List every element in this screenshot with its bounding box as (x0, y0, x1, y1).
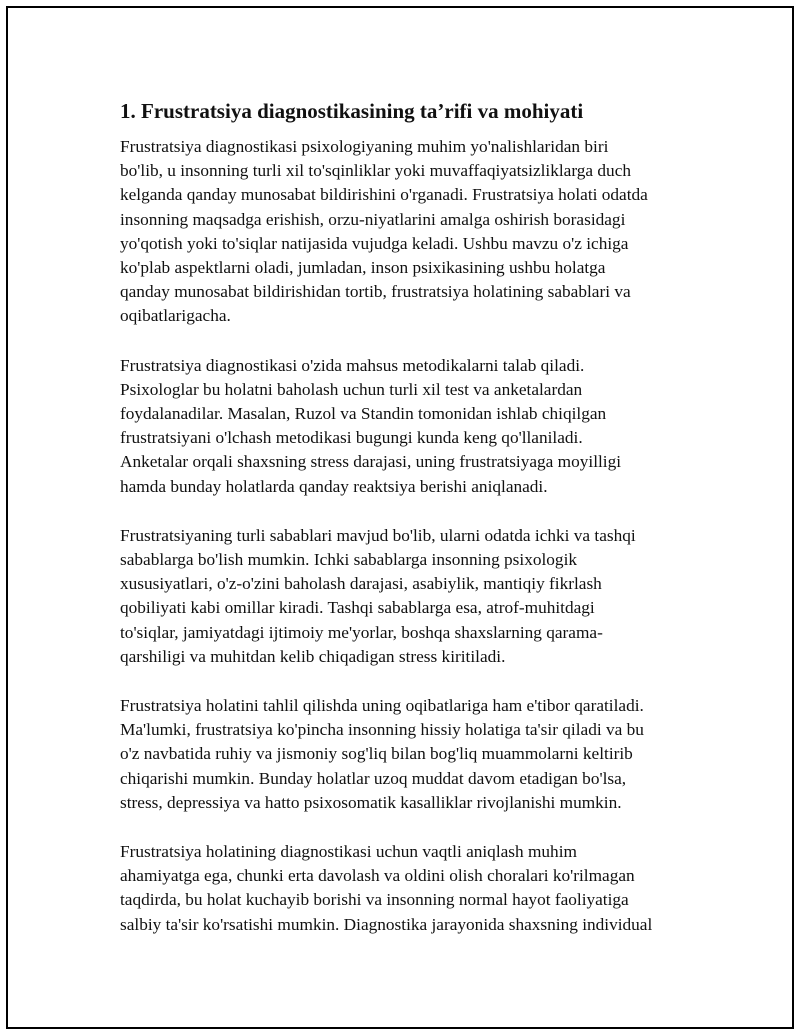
paragraph-line: frustratsiyani o'lchash metodikasi bugungi kunda keng qo'llaniladi. (120, 428, 583, 448)
paragraph-line: xususiyatlari, o'z-o'zini baholash darajasi, asabiylik, mantiqiy fikrlash (120, 574, 602, 594)
paragraph-line: stress, depressiya va hatto psixosomatik kasalliklar rivojlanishi mumkin. (120, 792, 622, 812)
paragraph-line: sabablarga bo'lish mumkin. Ichki sabablarga insonning psixologik (120, 550, 578, 570)
paragraph-line: chiqarishi mumkin. Bunday holatlar uzoq muddat davom etadigan bo'lsa, (120, 768, 627, 788)
paragraph-line: Frustratsiya holatining diagnostikasi uchun vaqtli aniqlash muhim (120, 842, 577, 862)
body-paragraph (120, 840, 700, 937)
paragraph-line: Ma'lumki, frustratsiya ko'pincha insonning hissiy holatiga ta'sir qiladi va bu (120, 720, 644, 740)
body-paragraph (120, 524, 700, 669)
paragraph-line: taqdirda, bu holat kuchayib borishi va insonning normal hayot faoliyatiga (120, 890, 629, 910)
page-frame (6, 6, 794, 1029)
document-body (120, 96, 700, 962)
paragraph-line: ahamiyatga ega, chunki erta davolash va oldini olish choralari ko'rilmagan (120, 866, 635, 886)
paragraph-line: Frustratsiya diagnostikasi psixologiyaning muhim yo'nalishlaridan biri (120, 137, 609, 156)
paragraph-line: Anketalar orqali shaxsning stress darajasi, uning frustratsiyaga moyilligi (120, 452, 622, 472)
paragraph-line: oqibatlarigacha. (120, 306, 231, 326)
paragraphs-container (120, 135, 700, 937)
paragraph-line: insonning maqsadga erishish, orzu-niyatlarini amalga oshirish borasidagi (120, 209, 626, 229)
paragraph-line: hamda bunday holatlarda qanday reaktsiya berishi aniqlanadi. (120, 476, 548, 496)
paragraph-line: Frustratsiyaning turli sabablari mavjud bo'lib, ularni odatda ichki va tashqi (120, 525, 636, 545)
paragraph-line: qarshiligi va muhitdan kelib chiqadigan stress kiritiladi. (120, 646, 506, 666)
paragraph-line: foydalanadilar. Masalan, Ruzol va Standin tomonidan ishlab chiqilgan (120, 404, 607, 424)
paragraph-line: o'z navbatida ruhiy va jismoniy sog'liq bilan bog'liq muammolarni keltirib (120, 744, 633, 764)
body-paragraph (120, 135, 700, 329)
paragraph-line: Frustratsiya diagnostikasi o'zida mahsus metodikalarni talab qiladi. (120, 355, 585, 375)
paragraph-line: qanday munosabat bildirishidan tortib, frustratsiya holatining sabablari va (120, 282, 631, 302)
section-heading: 1. Frustratsiya diagnostikasining ta’rifi va mohiyati (120, 99, 584, 123)
paragraph-line: bo'lib, u insonning turli xil to'sqinliklar yoki muvaffaqiyatsizliklarga duch (120, 161, 632, 181)
paragraph-line: Psixologlar bu holatni baholash uchun turli xil test va anketalardan (120, 379, 583, 399)
paragraph-line: yo'qotish yoki to'siqlar natijasida vujudga keladi. Ushbu mavzu o'z ichiga (120, 233, 629, 253)
paragraph-line: to'siqlar, jamiyatdagi ijtimoiy me'yorlar, boshqa shaxslarning qarama- (120, 622, 603, 642)
body-paragraph (120, 694, 700, 815)
paragraph-line: ko'plab aspektlarni oladi, jumladan, inson psixikasining ushbu holatga (120, 258, 606, 278)
body-paragraph (120, 354, 700, 499)
paragraph-line: kelganda qanday munosabat bildirishini o'rganadi. Frustratsiya holati odatda (120, 185, 648, 205)
paragraph-line: qobiliyati kabi omillar kiradi. Tashqi sabablarga esa, atrof-muhitdagi (120, 598, 595, 618)
paragraph-line: salbiy ta'sir ko'rsatishi mumkin. Diagnostika jarayonida shaxsning individual (120, 914, 653, 934)
paragraph-line: Frustratsiya holatini tahlil qilishda uning oqibatlariga ham e'tibor qaratiladi. (120, 696, 644, 716)
